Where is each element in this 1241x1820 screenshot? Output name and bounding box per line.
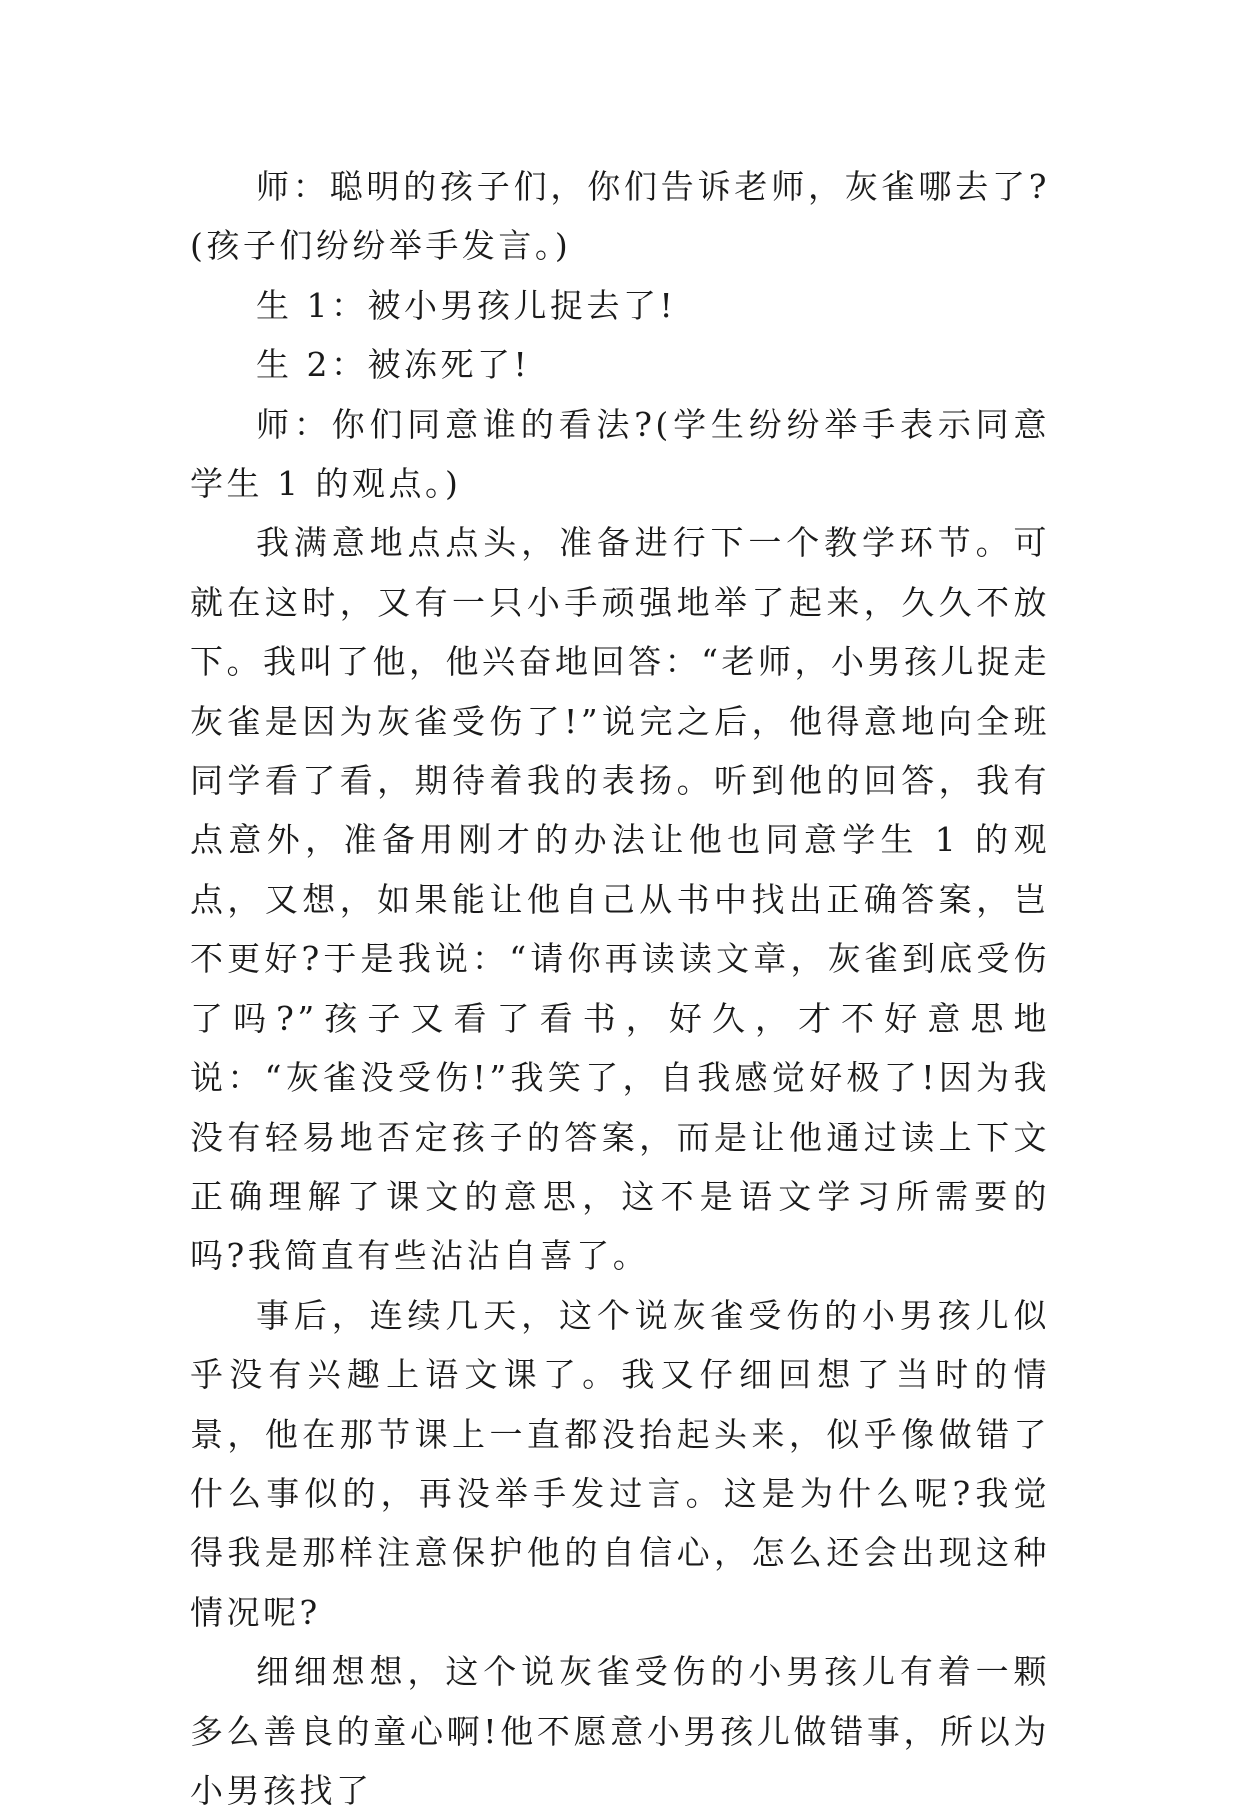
paragraph-teacher-question: 师：聪明的孩子们，你们告诉老师，灰雀哪去了?(孩子们纷纷举手发言。) bbox=[190, 167, 1050, 266]
paragraph-narrative-aftermath: 事后，连续几天，这个说灰雀受伤的小男孩儿似乎没有兴趣上语文课了。我又仔细回想了当时的情景，他在那节课上一直都没抬起头来，似乎像做错了什么事似的，再没举手发过言。这是为什么呢?我觉得我是那样注意保护他的自信心，怎么还会出现这种情况呢? bbox=[190, 1295, 1050, 1632]
paragraph-student-1: 生 1：被小男孩儿捉去了! bbox=[256, 285, 677, 325]
paragraph-teacher-vote: 师：你们同意谁的看法?(学生纷纷举手表示同意学生 1 的观点。) bbox=[190, 404, 1050, 504]
document-body bbox=[190, 157, 1050, 1820]
paragraph-narrative-reflection: 细细想想，这个说灰雀受伤的小男孩儿有着一颗多么善良的童心啊!他不愿意小男孩儿做错事，所以为小男孩找了 bbox=[190, 1652, 1050, 1810]
paragraph-narrative-classroom: 我满意地点点头，准备进行下一个教学环节。可就在这时，又有一只小手顽强地举了起来，久久不放下。我叫了他，他兴奋地回答：“老师，小男孩儿捉走灰雀是因为灰雀受伤了!”说完之后，他得意地向全班同学看了看，期待着我的表扬。听到他的回答，我有点意外，准备用刚才的办法让他也同意学生 1 的观点，又想，如果能让他自己从书中找出正确答案，岂不更好?于是我说：“请你再读读文章，灰雀到底受伤了吗?”孩子又看了看书，好久，才不好意思地说：“灰雀没受伤!”我笑了，自我感觉好极了!因为我没有轻易地否定孩子的答案，而是让他通过读上下文正确理解了课文的意思，这不是语文学习所需要的吗?我简直有些沾沾自喜了。 bbox=[190, 523, 1050, 1276]
paragraph-student-2: 生 2：被冻死了! bbox=[256, 345, 531, 385]
